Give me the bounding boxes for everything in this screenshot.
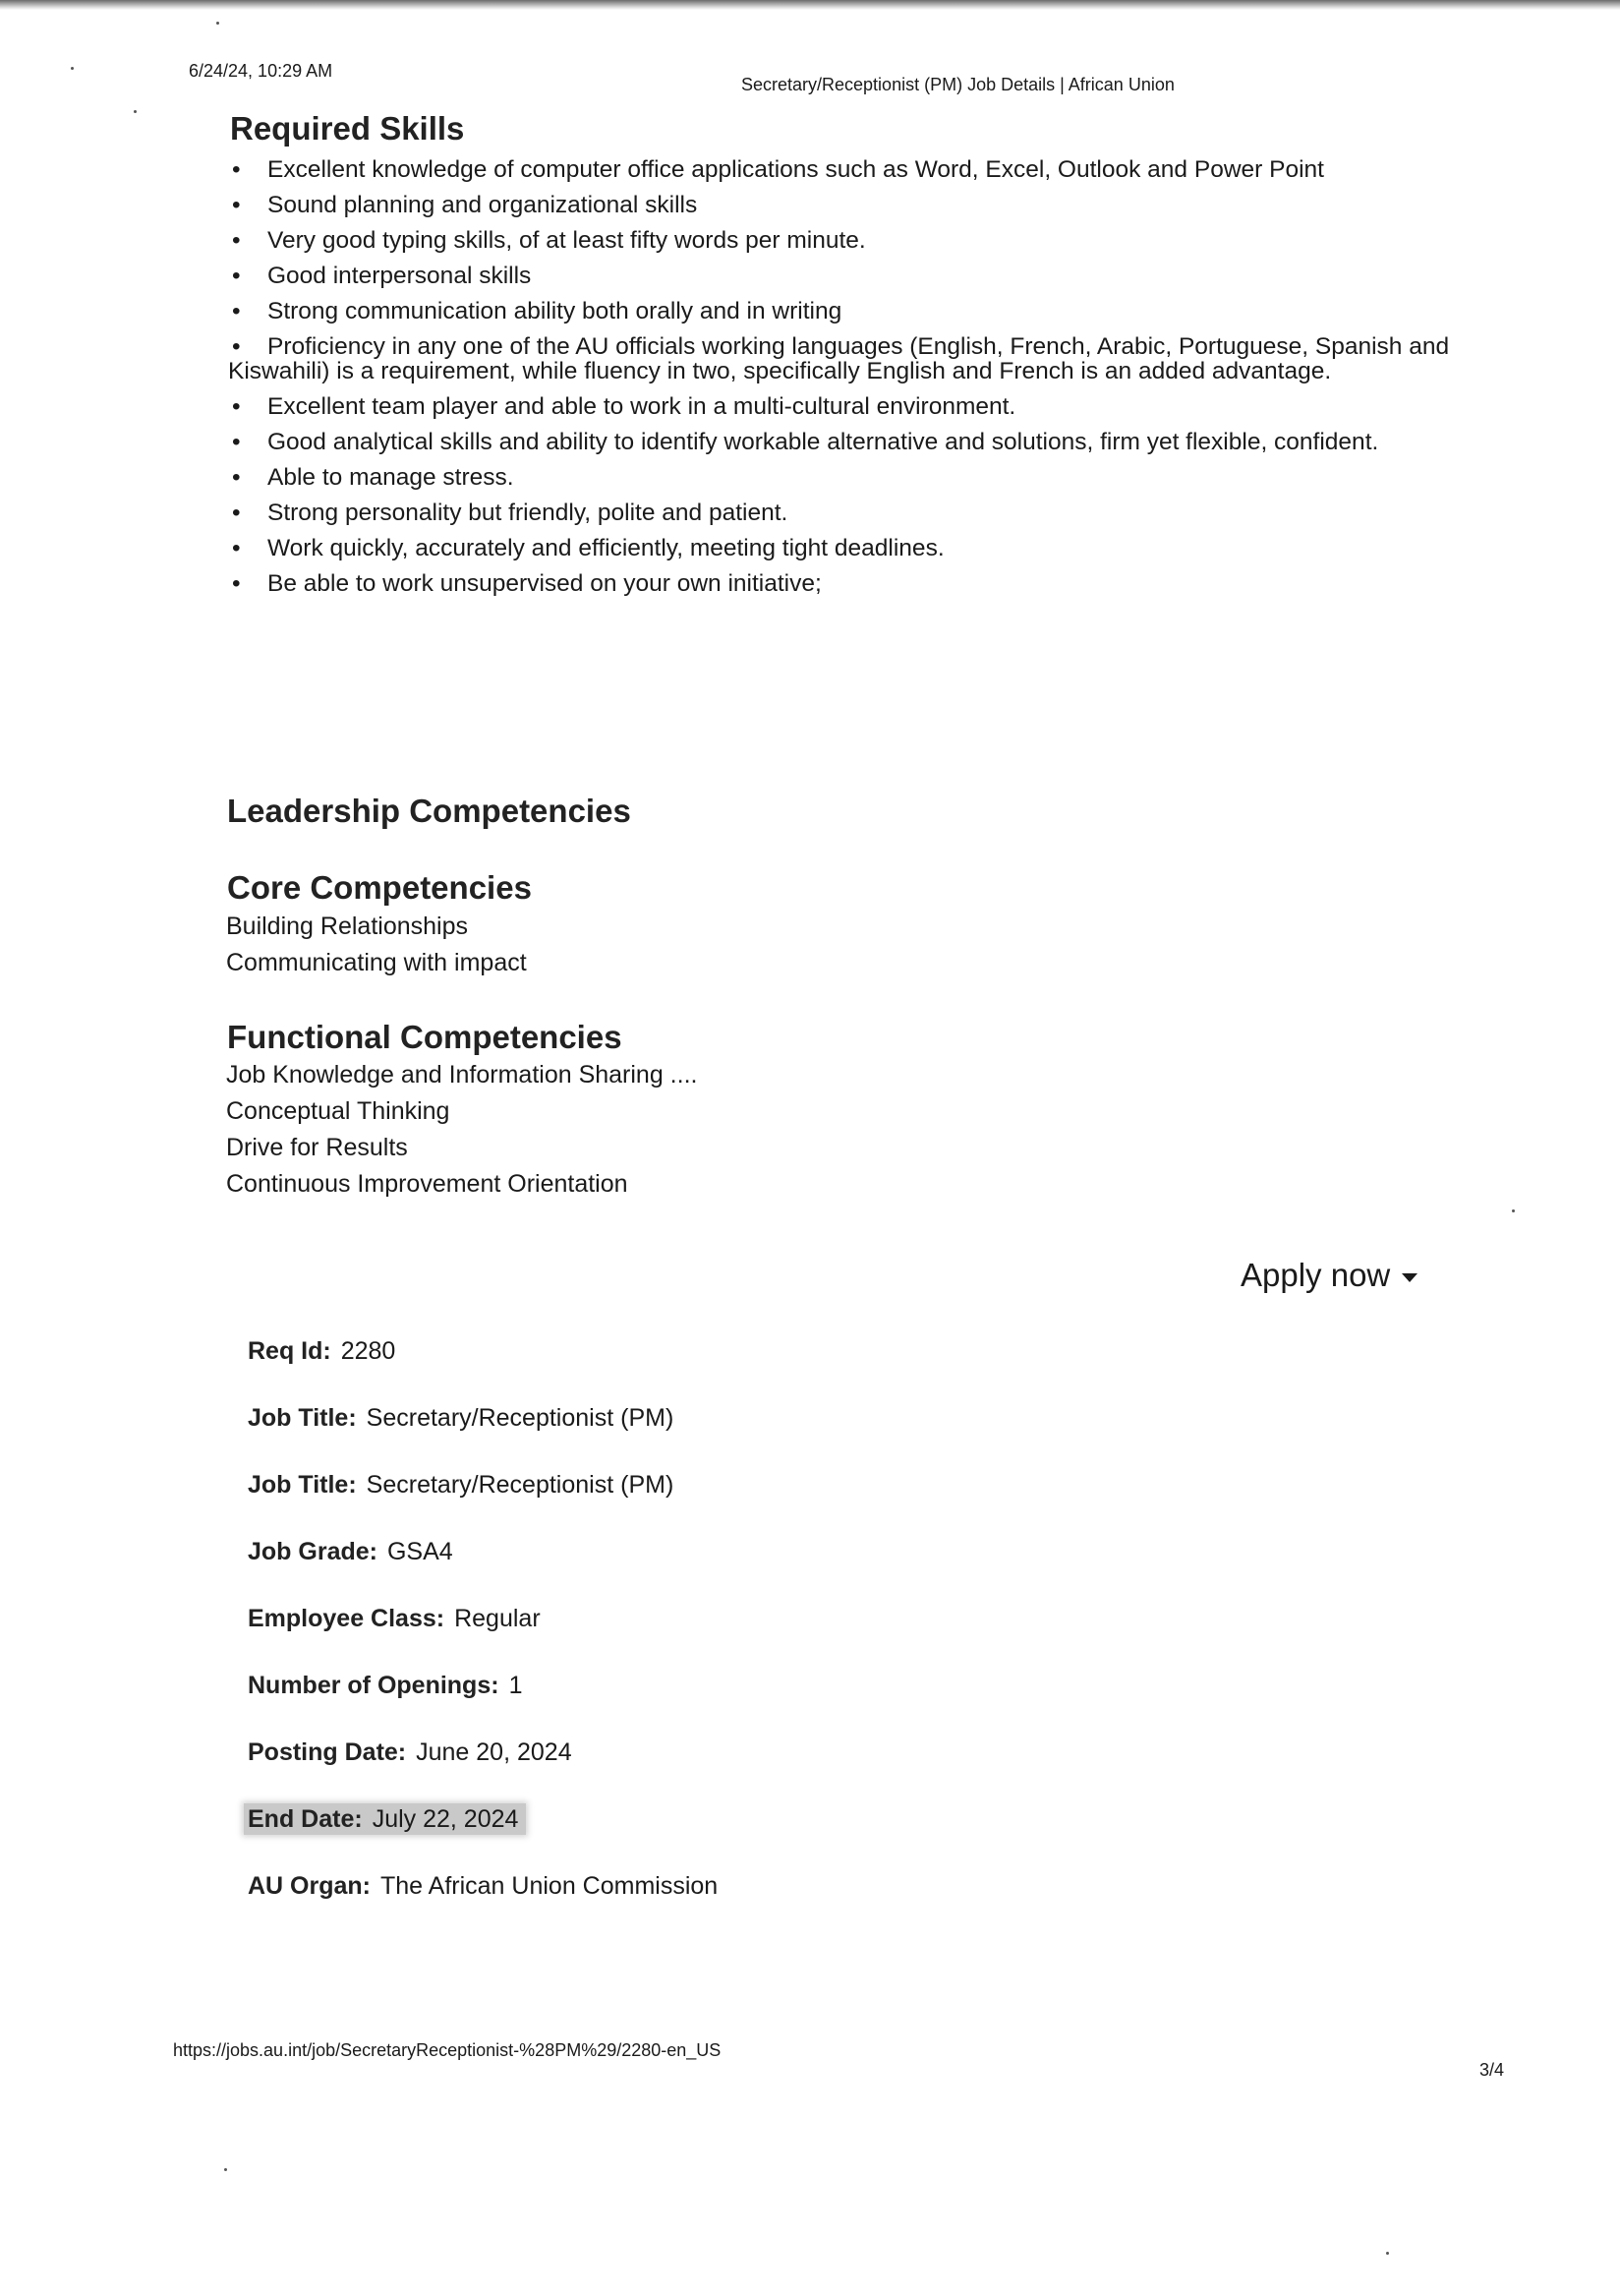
- detail-row-job-grade: [248, 1538, 718, 1605]
- detail-row-employee-class: [248, 1605, 718, 1672]
- list-item: • Excellent knowledge of computer office applications such as Word, Excel, Outlook and Power Point: [232, 156, 1324, 183]
- list-item: Continuous Improvement Orientation: [226, 1170, 628, 1198]
- page-number: 3/4: [1479, 2060, 1505, 2080]
- detail-row-req-id: [248, 1337, 718, 1404]
- scan-speck: [224, 2168, 227, 2171]
- list-item: • Proficiency in any one of the AU officials working languages (English, French, Arabic, Portuguese, Spanish and Kiswahili) is a requirement, while fluency in two, specifically English and French is an added advantage.: [228, 333, 1450, 384]
- scan-speck: [216, 22, 219, 25]
- bullet-icon: •: [232, 393, 241, 420]
- list-item: • Be able to work unsupervised on your own initiative;: [232, 570, 822, 597]
- list-item: • Strong communication ability both orally and in writing: [232, 298, 842, 324]
- list-item: Communicating with impact: [226, 949, 527, 976]
- list-item: • Good interpersonal skills: [232, 263, 532, 289]
- bullet-icon: •: [232, 464, 241, 491]
- detail-label: Job Title:: [248, 1404, 357, 1432]
- detail-label: Number of Openings:: [248, 1672, 499, 1699]
- required-skills-list: [228, 157, 1496, 607]
- detail-value: July 22, 2024: [372, 1805, 519, 1833]
- list-item: • Able to manage stress.: [232, 464, 514, 491]
- apply-now-button[interactable]: [1241, 1257, 1418, 1294]
- scan-speck: [1386, 2252, 1389, 2255]
- bullet-icon: •: [232, 192, 241, 218]
- print-url: https://jobs.au.int/job/SecretaryReceptionist-%28PM%29/2280-en_US: [173, 2040, 722, 2060]
- detail-value: Secretary/Receptionist (PM): [366, 1471, 674, 1499]
- bullet-icon: •: [232, 333, 241, 360]
- functional-competencies-list: [226, 1057, 697, 1203]
- detail-value: The African Union Commission: [380, 1872, 719, 1900]
- detail-label: Req Id:: [248, 1337, 331, 1365]
- detail-label: Posting Date:: [248, 1738, 407, 1766]
- detail-row-au-organ: [248, 1872, 718, 1939]
- detail-value: 2280: [340, 1337, 396, 1365]
- bullet-icon: •: [232, 535, 241, 561]
- detail-row-openings: [248, 1672, 718, 1738]
- leadership-competencies-heading: Leadership Competencies: [227, 793, 631, 829]
- list-item: Conceptual Thinking: [226, 1097, 450, 1125]
- detail-value: GSA4: [386, 1538, 453, 1565]
- apply-now-label: Apply now: [1241, 1257, 1391, 1293]
- highlighter-mark: [244, 1803, 526, 1835]
- functional-competencies-heading: Functional Competencies: [227, 1019, 622, 1055]
- job-details: [248, 1337, 718, 1939]
- list-item: • Sound planning and organizational skills: [232, 192, 698, 218]
- detail-value: 1: [508, 1672, 523, 1699]
- list-item: • Good analytical skills and ability to identify workable alternative and solutions, firm yet flexible, confident.: [232, 429, 1379, 455]
- list-item: Drive for Results: [226, 1134, 408, 1161]
- bullet-icon: •: [232, 570, 241, 597]
- detail-value: June 20, 2024: [416, 1738, 572, 1766]
- core-competencies-heading: Core Competencies: [227, 869, 532, 906]
- scan-edge: [0, 0, 1620, 10]
- list-item: • Work quickly, accurately and efficiently, meeting tight deadlines.: [232, 535, 945, 561]
- scan-speck: [71, 67, 74, 70]
- detail-row-posting-date: [248, 1738, 718, 1805]
- detail-label: Employee Class:: [248, 1605, 445, 1632]
- detail-row-end-date: [248, 1805, 718, 1872]
- list-item: Building Relationships: [226, 913, 468, 940]
- detail-row-job-title: [248, 1471, 718, 1538]
- detail-row-job-title: [248, 1404, 718, 1471]
- detail-label: End Date:: [248, 1805, 363, 1833]
- bullet-icon: •: [232, 263, 241, 289]
- bullet-icon: •: [232, 227, 241, 254]
- print-timestamp: 6/24/24, 10:29 AM: [189, 61, 333, 81]
- caret-down-icon: [1402, 1273, 1418, 1282]
- bullet-icon: •: [232, 156, 241, 183]
- detail-label: Job Grade:: [248, 1538, 377, 1565]
- scan-speck: [134, 110, 137, 113]
- list-item: • Very good typing skills, of at least fifty words per minute.: [232, 227, 866, 254]
- list-item: • Excellent team player and able to work in a multi-cultural environment.: [232, 393, 1016, 420]
- core-competencies-list: [226, 909, 527, 981]
- scan-speck: [1512, 1209, 1515, 1212]
- print-page-title: Secretary/Receptionist (PM) Job Details | African Union: [741, 75, 1175, 94]
- detail-value: Secretary/Receptionist (PM): [366, 1404, 674, 1432]
- list-item: Job Knowledge and Information Sharing ....: [226, 1061, 698, 1089]
- required-skills-heading: Required Skills: [230, 110, 465, 147]
- bullet-icon: •: [232, 298, 241, 324]
- detail-label: Job Title:: [248, 1471, 357, 1499]
- list-item: • Strong personality but friendly, polite and patient.: [232, 500, 788, 526]
- bullet-icon: •: [232, 429, 241, 455]
- detail-value: Regular: [454, 1605, 541, 1632]
- bullet-icon: •: [232, 500, 241, 526]
- detail-label: AU Organ:: [248, 1872, 371, 1900]
